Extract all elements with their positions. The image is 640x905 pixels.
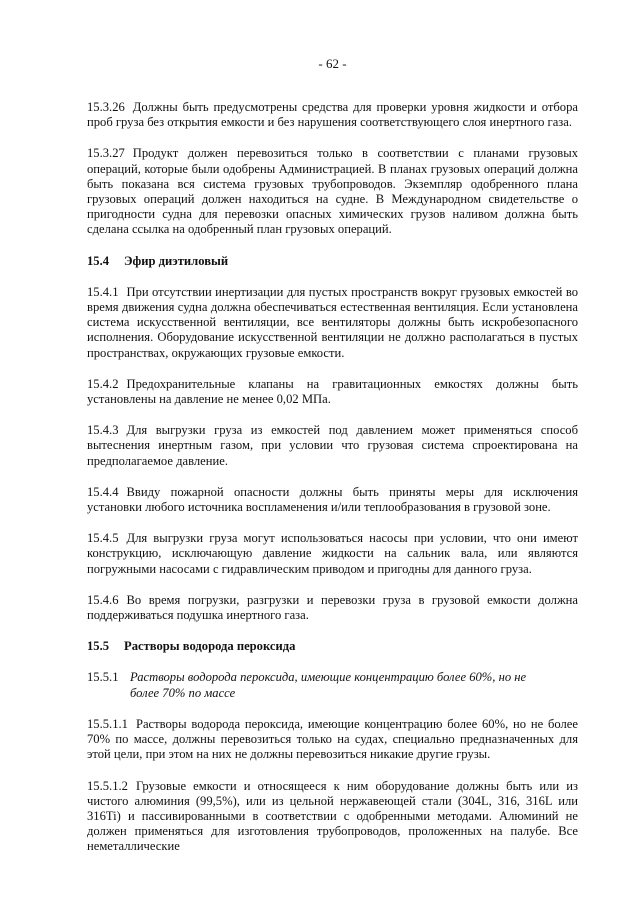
paragraph-text: Для выгрузки груза из емкостей под давлением может применяться способ вытеснения инертным газом, при условии что грузовая система спроектирована на предполагаемое давление. xyxy=(87,423,578,468)
section-number: 15.4 xyxy=(87,253,110,268)
paragraph-number: 15.4.6 xyxy=(87,592,119,607)
paragraph-15-5-1-2 xyxy=(87,779,578,855)
subsection-number: 15.5.1 xyxy=(87,670,119,685)
section-heading-15-4 xyxy=(87,254,578,269)
paragraph-text: Должны быть предусмотрены средства для проверки уровня жидкости и отбора проб груза без открытия емкости и без нарушения соответствующего слоя инертного газа. xyxy=(87,100,578,130)
subsection-15-5-1 xyxy=(87,670,578,700)
paragraph-15-4-6 xyxy=(87,593,578,623)
paragraph-15-5-1-1 xyxy=(87,717,578,763)
paragraph-text: Предохранительные клапаны на гравитационных емкостях должны быть установлены на давление не менее 0,02 МПа. xyxy=(87,376,578,407)
paragraph-15-4-4 xyxy=(87,485,578,515)
paragraph-15-4-5 xyxy=(87,531,578,577)
document-page xyxy=(87,56,578,871)
subsection-title: Растворы водорода пероксида, имеющие концентрацию более 60%, но не более 70% по массе xyxy=(130,670,527,700)
paragraph-number: 15.3.26 xyxy=(87,100,125,114)
paragraph-text: Растворы водорода пероксида, имеющие концентрацию более 60%, но не более 70% по массе, должны перевозиться только на судах, специально предназначенных для этой цели, при этом на них не должны перевозиться никакие другие грузы. xyxy=(87,716,578,762)
section-heading-15-5 xyxy=(87,639,578,654)
paragraph-number: 15.5.1.1 xyxy=(87,716,128,731)
section-title: Растворы водорода пероксида xyxy=(124,639,296,654)
paragraph-15-3-26 xyxy=(87,100,578,130)
paragraph-15-4-3 xyxy=(87,423,578,469)
paragraph-text: Грузовые емкости и относящееся к ним оборудование должны быть или из чистого алюминия (99,5%), или из цельной нержавеющей стали (304L, 316, 316L или 316Ti) и пассивированными в соответствии с одобренными методами. Алюминий не должен применяться для изготовления трубопроводов, проложенных на палубе. Все неметаллические xyxy=(87,778,578,854)
paragraph-number: 15.5.1.2 xyxy=(87,778,128,793)
paragraph-text: При отсутствии инертизации для пустых пространств вокруг грузовых емкостей во время движения судна должна обеспечиваться естественная вентиляция. Если установлена система искусственной вентиляции, все вентиляторы должны быть искробезопасного исполнения. Оборудование искусственной вентиляции не должно располагаться в пустых пространствах, окружающих грузовые емкости. xyxy=(87,284,578,360)
paragraph-15-4-2 xyxy=(87,377,578,407)
paragraph-number: 15.4.5 xyxy=(87,531,119,546)
paragraph-text: Продукт должен перевозиться только в соответствии с планами грузовых операций, которые были одобрены Администрацией. В планах грузовых операций должна быть показана вся система грузовых трубопроводов. Экземпляр одобренного плана грузовых операций должен находиться на судне. В Международном свидетельстве о пригодности судна для перевозки опасных химических грузов наливом должна быть сделана ссылка на одобренный план грузовых операций. xyxy=(87,146,578,237)
section-title: Эфир диэтиловый xyxy=(124,253,229,268)
paragraph-text: Ввиду пожарной опасности должны быть приняты меры для исключения установки любого источника воспламенения и/или теплообразования в грузовой зоне. xyxy=(87,484,578,515)
paragraph-number: 15.3.27 xyxy=(87,146,125,161)
paragraph-text: Во время погрузки, разгрузки и перевозки груза в грузовой емкости должна поддерживаться подушка инертного газа. xyxy=(87,592,578,623)
paragraph-15-4-1 xyxy=(87,285,578,361)
paragraph-number: 15.4.3 xyxy=(87,423,119,438)
paragraph-number: 15.4.4 xyxy=(87,484,119,499)
paragraph-number: 15.4.1 xyxy=(87,284,119,299)
paragraph-number: 15.4.2 xyxy=(87,376,119,391)
paragraph-text: Для выгрузки груза могут использоваться насосы при условии, что они имеют конструкцию, исключающую давление жидкости на сальник вала, или являются погружными насосами с гидравлическим приводом и пригодны для данного груза. xyxy=(87,531,578,576)
paragraph-15-3-27 xyxy=(87,146,578,237)
section-number: 15.5 xyxy=(87,639,110,654)
page-number: - 62 - xyxy=(318,56,347,71)
